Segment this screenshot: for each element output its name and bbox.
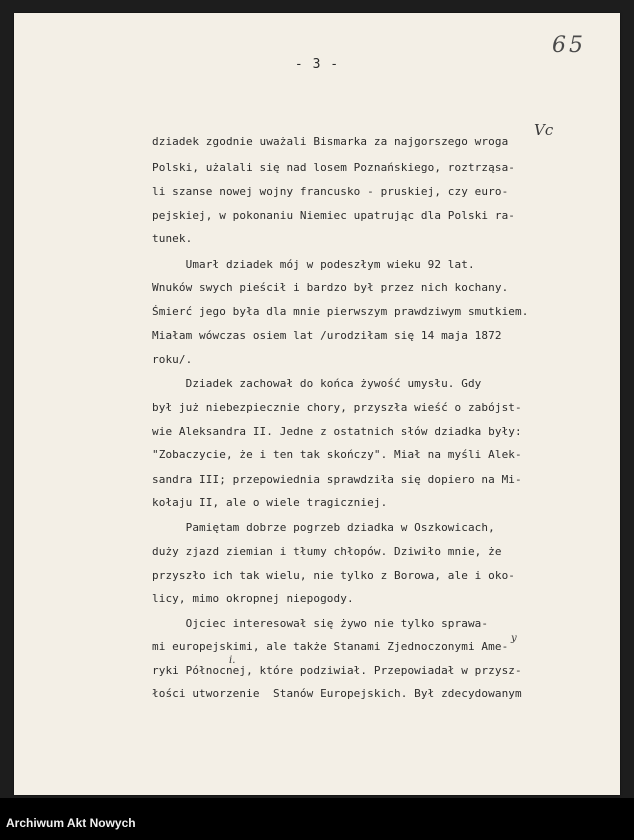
text-line: duży zjazd ziemian i tłumy chłopów. Dziwiło mnie, że [152,545,502,558]
margin-note: Vc [534,121,554,139]
folio-number: 65 [552,33,586,58]
text-line: Dziadek zachował do końca żywość umysłu. Gdy [152,377,482,390]
text-line: ryki Północnej, które podziwiał. Przepowiadał w przysz- [152,664,522,677]
archive-footer [0,798,634,840]
text-line: Wnuków swych pieścił i bardzo był przez nich kochany. [152,281,509,294]
archive-name: Archiwum Akt Nowych [6,816,136,830]
text-line: Umarł dziadek mój w podeszłym wieku 92 lat. [152,258,475,271]
page-number: - 3 - [294,57,340,72]
text-line: był już niebezpiecznie chory, przyszła wieść o zabójst- [152,401,522,414]
text-line: "Zobaczycie, że i ten tak skończy". Miał na myśli Alek- [152,448,522,461]
text-line: roku/. [152,353,193,366]
text-line: Miałam wówczas osiem lat /urodziłam się 14 maja 1872 [152,329,502,342]
text-line: Ojciec interesował się żywo nie tylko sprawa- [152,617,489,630]
text-line: dziadek zgodnie uważali Bismarka za najgorszego wroga [152,135,509,148]
document-page [14,13,620,795]
text-line: li szanse nowej wojny francusko - pruskiej, czy euro- [152,185,509,198]
text-line: pejskiej, w pokonaniu Niemiec upatrując dla Polski ra- [152,209,516,222]
text-line: sandra III; przepowiednia sprawdziła się dopiero na Mi- [152,473,522,486]
text-line: Pamiętam dobrze pogrzeb dziadka w Oszkowicach, [152,521,495,534]
text-line: Śmierć jego była dla mnie pierwszym prawdziwym smutkiem. [152,305,529,318]
text-line: licy, mimo okropnej niepogody. [152,592,354,605]
text-line: wie Aleksandra II. Jedne z ostatnich słów dziadka były: [152,425,522,438]
text-line: tunek. [152,232,193,245]
text-line: Polski, użalali się nad losem Poznańskiego, roztrząsa- [152,161,516,174]
text-line: łości utworzenie Stanów Europejskich. Był zdecydowanym [152,687,522,700]
text-line: kołaju II, ale o wiele tragiczniej. [152,496,388,509]
text-line: mi europejskimi, ale także Stanami Zjednoczonymi Ame- [152,640,509,653]
handwritten-insert-y: y [511,633,517,644]
handwritten-insert-i: i. [229,655,236,666]
text-line: przyszło ich tak wielu, nie tylko z Borowa, ale i oko- [152,569,516,582]
